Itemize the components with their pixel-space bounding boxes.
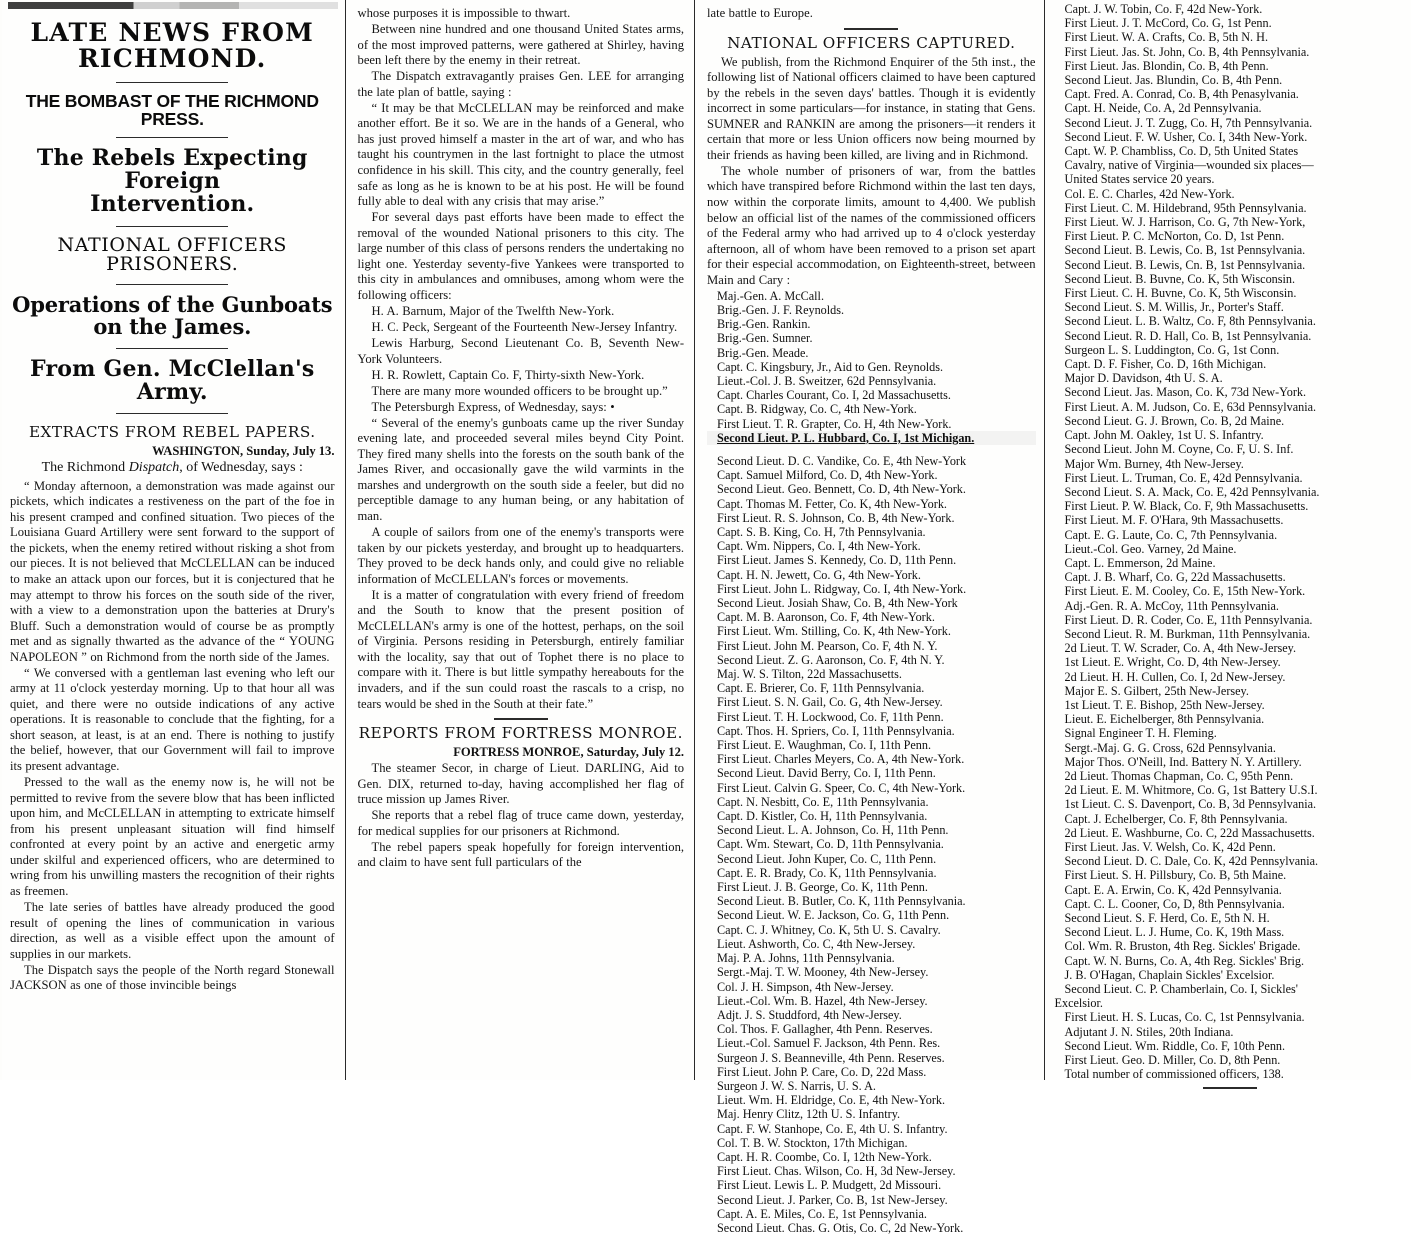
rule-divider — [116, 284, 228, 285]
officer-entry: Adj.-Gen. R. A. McCoy, 11th Pennsylvania. — [1064, 598, 1279, 613]
officer-entry: Second Lieut. W. E. Jackson, Co. G, 11th Penn. — [717, 908, 950, 923]
officer-entry: 2d Lieut. T. W. Scrader, Co. A, 4th New-Jersey. — [1064, 641, 1297, 656]
officer-entry: Capt. E. Brierer, Co. F, 11th Pennsylvania. — [717, 681, 925, 696]
officer-entry: Maj.-Gen. A. McCall. — [717, 288, 824, 303]
headline-third-line1: The Rebels Expecting Foreign — [36, 145, 308, 195]
rule-divider — [1203, 1087, 1257, 1089]
officer-entry: Lieut.-Col. Geo. Varney, 2d Maine. — [1064, 541, 1237, 556]
officer-entry: Second Lieut. B. Butler, Co. K, 11th Pennsylvania. — [717, 894, 966, 909]
officer-entry: Brig.-Gen. Sumner. — [717, 331, 813, 346]
officer-entry: Second Lieut. D. C. Vandike, Co. E, 4th New-York — [717, 453, 967, 468]
headline-fourth: NATIONAL OFFICERS PRISONERS. — [57, 233, 287, 276]
paragraph: The rebel papers speak hopefully for foreign intervention, and claim to have sent full particulars of the — [357, 839, 685, 870]
paragraph: “ We conversed with a gentleman last evening who left our army at 11 o'clock yesterday morning. Up to that hour all was quiet, and there were no outside indications of any active operations. It is reasonable to conclude that the fighting, for a short season, at least, is at an end. There is nothing to justify the belief, however, that our Government will fail to improve its present advantage. — [10, 665, 335, 774]
officer-entry: Col. J. H. Simpson, 4th New-Jersey. — [717, 979, 894, 994]
officer-entry-hanging: Excelsior. — [1054, 996, 1103, 1011]
officer-entry: Major Thos. O'Neill, Ind. Battery N. Y. Artillery. — [1064, 754, 1302, 769]
paragraph: There are many more wounded officers to be brought up.” — [371, 383, 668, 398]
paragraph: Pressed to the wall as the enemy now is, he will not be permitted to revive from the severe blow that has been inflicted upon him, and McCLELLAN in attempting to extricate himself from his present unpleasant situation will find himself confronted at every point by an active and energetic army under skilful and experienced officers, who are determined to wring from his unwilling masters the recognition of their rights as freemen. — [10, 775, 335, 898]
officer-entry: First Lieut. S. H. Pillsbury, Co. B, 5th Maine. — [1064, 868, 1287, 883]
total-officers-line: Total number of commissioned officers, 138. — [1064, 1067, 1284, 1082]
officer-entry: Second Lieut. Jas. Blundin, Co. B, 4th Penn. — [1064, 73, 1283, 88]
officer-entry: Lieut. E. Eichelberger, 8th Pennsylvania. — [1064, 712, 1265, 727]
officer-entry: Capt. E. G. Laute, Co. C, 7th Pennsylvania. — [1064, 527, 1278, 542]
officer-entry: First Lieut. John P. Care, Co. D, 22d Mass. — [717, 1064, 927, 1079]
lead-text-after: , of Wednesday, says : — [179, 459, 303, 475]
officer-entry: Capt. Wm. Nippers, Co. I, 4th New-York. — [717, 539, 921, 554]
officer-list-b — [707, 454, 1036, 1235]
officer-entry: Capt. D. F. Fisher, Co. D, 16th Michigan. — [1064, 357, 1267, 372]
officer-entry: 1st Lieut. E. Wright, Co. D, 4th New-Jersey. — [1064, 655, 1281, 670]
paragraph: “ It may be that McCLELLAN may be reinforced and make another effort. Be it so. We are in the hands of a General, who has just proved himself a master in the art of war, and who has taught his countrymen in the last fortnight to place the utmost confidence in his skill. This city, and the country generally, feel safe as long as he is known to be at his post. He will be found fully able to deal with any crisis that may arise.” — [357, 100, 685, 209]
officer-entry: Capt. Thomas M. Fetter, Co. K, 4th New-York. — [717, 496, 947, 511]
paragraph: “ Several of the enemy's gunboats came up the river Sunday evening late, and proceeded several miles beynd City Point. They fired many shells into the forests on the south bank of the James River, and occasionally gave the wild varmints in the marshes and undergrowth on the south side a feeler, but did no perceptible damage to any human being, or any habitation of man. — [357, 415, 685, 523]
officer-entry: Capt. Charles Courant, Co. I, 2d Massachusetts. — [717, 388, 951, 403]
officer-entry: Second Lieut. G. J. Brown, Co. B, 2d Maine. — [1064, 413, 1285, 428]
rule-divider — [116, 82, 228, 83]
officer-entry: First Lieut. J. B. George, Co. K, 11th Penn. — [717, 880, 928, 895]
officer-list-a — [707, 289, 1036, 431]
officer-entry: First Lieut. P. C. McNorton, Co. D, 1st Penn. — [1064, 229, 1285, 244]
officer-entry: Lieut. Ashworth, Co. C, 4th New-Jersey. — [717, 936, 916, 951]
officer-entry: Col. T. B. W. Stockton, 17th Michigan. — [717, 1135, 908, 1150]
officer-entry: First Lieut. J. T. McCord, Co. G, 1st Penn. — [1064, 16, 1272, 31]
officer-entry: First Lieut. John L. Ridgway, Co. I, 4th New-York. — [717, 581, 967, 596]
officer-entry: First Lieut. Lewis L. P. Mudgett, 2d Missouri. — [717, 1178, 942, 1193]
officer-entry: Adjt. J. S. Studdford, 4th New-Jersey. — [717, 1007, 902, 1022]
officer-entry: Capt. J. Echelberger, Co. F, 8th Pennsylvania. — [1064, 811, 1288, 826]
officer-entry: First Lieut. A. M. Judson, Co. E, 63d Pennsylvania. — [1064, 399, 1317, 414]
column-3 — [695, 0, 1045, 1235]
rule-divider — [116, 137, 228, 138]
officer-entry: Lieut.-Col. Samuel F. Jackson, 4th Penn. Res. — [717, 1036, 941, 1051]
officer-entry: H. R. Rowlett, Captain Co. F, Thirty-sixth New-York. — [371, 367, 645, 382]
officer-entry: 1st Lieut. C. S. Davenport, Co. B, 3d Pennsylvania. — [1064, 797, 1317, 812]
officer-entry: Surgeon J. W. S. Narris, U. S. A. — [717, 1078, 876, 1093]
officer-entry: Second Lieut. J. Parker, Co. B, 1st New-Jersey. — [717, 1192, 948, 1207]
paragraph: A couple of sailors from one of the enemy's transports were taken by our pickets yesterday, and brought up to headquarters. They proved to be deck hands only, and could give no reliable information of McCLELLAN's forces or movements. — [357, 525, 685, 586]
column-1 — [2, 0, 346, 1080]
officer-entry: Second Lieut. S. M. Willis, Jr., Porter's Staff. — [1064, 300, 1284, 315]
officer-entry: First Lieut. Chas. Wilson, Co. H, 3d New-Jersey. — [717, 1164, 956, 1179]
paragraph: For several days past efforts have been made to effect the removal of the wounded National prisoners to this city. The large number of this class of persons renders the undertaking no light one. Yesterday seventy-five Yankees were transported to this city in ambulances and omnibuses, among whom were the following officers: — [357, 210, 685, 302]
lead-paper-name: Dispatch — [128, 459, 180, 475]
officer-entry: Capt. E. A. Erwin, Co. K, 42d Pennsylvania. — [1064, 882, 1282, 897]
officer-entry: Second Lieut. John M. Coyne, Co. F, U. S. Inf. — [1064, 442, 1294, 457]
officer-entry: Capt. A. E. Miles, Co. E, 1st Pennsylvania. — [717, 1206, 927, 1221]
officer-entry: Surgeon L. S. Luddington, Co. G, 1st Conn. — [1064, 342, 1280, 357]
officer-entry: Second Lieut. Z. G. Aaronson, Co. F, 4th N. Y. — [717, 652, 945, 667]
officer-entry: First Lieut. W. J. Harrison, Co. G, 7th New-York, — [1064, 215, 1306, 230]
officer-entry: Maj. W. S. Tilton, 22d Massachusetts. — [717, 667, 902, 682]
paragraph: “ Monday afternoon, a demonstration was made against our pickets, which indicates a restiveness on the part of the foe in his present cramped and confined situation. Two pieces of the Louisiana Guard Artillery were sent forward to the support of the pickets, when the enemy retired without risking a shot from our pieces. It is not believed that McCLELLAN can be induced to make an attack upon our forces, but it is conjectured that he may attempt to throw his forces on the south side of the river, with a view to a demonstration upon the batteries at Drury's Bluff. Such a demonstration would of course be as promptly met and as signally thwarted as the advance of the “ YOUNG NAPOLEON ” on Richmond from the north side of the James. — [10, 478, 335, 664]
officer-entry: Capt. Samuel Milford, Co. D, 4th New-York. — [717, 468, 938, 483]
officer-entry: First Lieut. S. N. Gail, Co. G, 4th New-Jersey. — [717, 695, 943, 710]
officer-entry: Major D. Davidson, 4th U. S. A. — [1064, 371, 1223, 386]
officer-entry: First Lieut. Calvin G. Speer, Co. C, 4th New-York. — [717, 780, 966, 795]
officer-entry: 2d Lieut. H. H. Cullen, Co. I, 2d New-Jersey. — [1064, 669, 1286, 684]
officer-entry: First Lieut. Jas. Blondin, Co. B, 4th Penn. — [1064, 58, 1269, 73]
officer-entry: First Lieut. M. F. O'Hara, 9th Massachusetts. — [1064, 513, 1284, 528]
officer-entry: Capt. S. B. King, Co. H, 7th Pennsylvania. — [717, 525, 926, 539]
officer-entry: Cavalry, native of Virginia—wounded six places— — [1064, 158, 1314, 173]
lead-attribution — [10, 460, 335, 476]
officer-entry: Maj. Henry Clitz, 12th U. S. Infantry. — [717, 1107, 901, 1122]
officer-entry: Major E. S. Gilbert, 25th New-Jersey. — [1064, 683, 1249, 698]
officer-entry: Col. Wm. R. Bruston, 4th Reg. Sickles' Brigade. — [1064, 939, 1301, 954]
section-head-extracts: EXTRACTS FROM REBEL PAPERS. — [28, 422, 316, 441]
officer-entry: Sergt.-Maj. T. W. Mooney, 4th New-Jersey. — [717, 965, 929, 980]
headline-fifth-line2: on the James. — [93, 314, 252, 340]
officer-entry: Capt. F. W. Stanhope, Co. E, 4th U. S. Infantry. — [717, 1121, 948, 1136]
paragraph: It is a matter of congratulation with every friend of freedom and the South to know that the present position of McCLELLAN's army is one of the hottest, perhaps, on the soil of Virginia. Persons residing in Petersburgh, entirely familiar with the locality, say that out of Tophet there is no place to compare with it. There is but little sympathy hereabouts for the invaders, and if the sun could roast the rascals to a crisp, no tears would be shed in the South at their fate.” — [357, 587, 685, 711]
officer-entry: Second Lieut. B. Buvne, Co. K, 5th Wisconsin. — [1064, 271, 1296, 286]
continuation-line: late battle to Europe. — [707, 6, 813, 20]
officer-entry: Capt. Thos. H. Spriers, Co. I, 11th Pennsylvania. — [717, 723, 955, 738]
paragraph: Between nine hundred and one thousand United States arms, of the most improved patterns, were gathered at Shirley, having been left there by the enemy in their retreat. — [357, 22, 685, 68]
officer-entry: Capt. Wm. Stewart, Co. D, 11th Pennsylvania. — [717, 837, 944, 852]
officer-entry: Capt. M. B. Aaronson, Co. F, 4th New-York. — [717, 610, 935, 625]
paragraph: The Dispatch says the people of the North regard Stonewall JACKSON as one of those invincible beings — [10, 962, 335, 993]
officer-entry: Surgeon J. S. Beanneville, 4th Penn. Reserves. — [717, 1050, 945, 1065]
officer-entry: Adjutant J. N. Stiles, 20th Indiana. — [1064, 1024, 1234, 1039]
officer-entry: Lieut. Wm. H. Eldridge, Co. E, 4th New-York. — [717, 1093, 946, 1108]
lead-text-before: The Richmond — [41, 459, 129, 475]
headline-primary: LATE NEWS FROM RICHMOND. — [30, 18, 314, 74]
officer-entry: Capt. H. Neide, Co. A, 2d Pennsylvania. — [1064, 101, 1262, 116]
officer-entry: Brig.-Gen. Meade. — [717, 345, 809, 360]
list-gap — [707, 445, 1036, 454]
officer-entry: Second Lieut. F. W. Usher, Co. I, 34th New-York. — [1064, 129, 1308, 144]
officer-entry: Capt. L. Emmerson, 2d Maine. — [1064, 555, 1216, 570]
officer-entry: Capt. C. Kingsbury, Jr., Aid to Gen. Reynolds. — [717, 359, 944, 374]
officer-entry: First Lieut. P. W. Black, Co. F, 9th Massachusetts. — [1064, 499, 1309, 514]
officer-entry: Second Lieut. Geo. Bennett, Co. D, 4th New-York. — [717, 482, 966, 497]
officer-entry: Capt. H. R. Coombe, Co. I, 12th New-York. — [717, 1149, 932, 1164]
headline-fifth-line1: Operations of the Gunboats — [12, 292, 333, 318]
headline-secondary: THE BOMBAST OF THE RICHMOND PRESS. — [25, 90, 319, 129]
officer-entry: Capt. B. Ridgway, Co. C, 4th New-York. — [717, 402, 917, 417]
officer-entry: H. C. Peck, Sergeant of the Fourteenth New-Jersey Infantry. — [371, 319, 678, 334]
officer-entry: Second Lieut. John Kuper, Co. C, 11th Penn. — [717, 851, 937, 866]
officer-entry: Second Lieut. L. J. Hume, Co. K, 19th Mass. — [1064, 925, 1285, 940]
officer-entry: Second Lieut. B. Lewis, Co. B, 1st Pennsylvania. — [1064, 243, 1306, 258]
officer-entry: Capt. Fred. A. Conrad, Co. B, 4th Penasylvania. — [1064, 87, 1299, 102]
officer-entry: Col. Thos. F. Gallagher, 4th Penn. Reserves. — [717, 1022, 933, 1037]
officer-entry: Second Lieut. L. B. Waltz, Co. F, 8th Pennsylvania. — [1064, 314, 1316, 329]
officer-entry: Second Lieut. C. P. Chamberlain, Co. I, Sickles' — [1064, 982, 1298, 997]
officer-entry: Second Lieut. D. C. Dale, Co. K, 42d Pennsylvania. — [1064, 854, 1319, 869]
rule-divider — [844, 28, 898, 30]
officer-entry: Major Wm. Burney, 4th New-Jersey. — [1064, 456, 1244, 471]
officer-entry: First Lieut. E. M. Cooley, Co. E, 15th New-York. — [1064, 584, 1306, 599]
officer-entry: Second Lieut. Jas. Mason, Co. K, 73d New-York. — [1064, 385, 1307, 400]
officer-list-c — [1055, 2, 1405, 996]
officer-entry: Capt. J. B. Wharf, Co. G, 22d Massachusetts. — [1064, 570, 1286, 585]
officer-entry: Capt. D. Kistler, Co. H, 11th Pennsylvania. — [717, 809, 928, 824]
officer-entry: First Lieut. W. A. Crafts, Co. B, 5th N. H. — [1064, 30, 1269, 45]
paragraph: The Petersburgh Express, of Wednesday, says: • — [371, 399, 615, 414]
officer-entry: Second Lieut. R. M. Burkman, 11th Pennsylvania. — [1064, 626, 1311, 641]
officer-entry: 1st Lieut. T. E. Bishop, 25th New-Jersey. — [1064, 697, 1265, 712]
paragraph: She reports that a rebel flag of truce came down, yesterday, for medical supplies for our prisoners at Richmond. — [357, 808, 685, 838]
section-head-fortress-monroe: REPORTS FROM FORTRESS MONROE. — [358, 724, 683, 743]
paragraph: We publish, from the Richmond Enquirer of the 5th inst., the following list of National officers claimed to have been captured by the rebels in the seven days' battles. Though it is evidently incorrect in some particulars—for instance, in stating that Gens. SUMNER and RANKIN are among the prisoners—it renders it certain that more or less Union officers now being mourned by their friends as having been killed, are living and in Richmond. — [707, 54, 1036, 162]
officer-entry: First Lieut. Charles Meyers, Co. A, 4th New-York. — [717, 752, 965, 767]
continuation-line: whose purposes it is impossible to thwart. — [357, 6, 571, 20]
column-4 — [1045, 0, 1411, 1080]
officer-entry: Maj. P. A. Johns, 11th Pennsylvania. — [717, 951, 895, 966]
rule-divider — [116, 226, 228, 227]
officer-entry: First Lieut. D. R. Coder, Co. E, 11th Pennsylvania. — [1064, 612, 1313, 627]
officer-entry: First Lieut. Wm. Stilling, Co. K, 4th New-York. — [717, 624, 951, 639]
officer-entry: First Lieut. Jas. V. Welsh, Co. K, 42d Penn. — [1064, 839, 1276, 854]
officer-entry: First Lieut. L. Truman, Co. E, 42d Pennsylvania. — [1064, 470, 1303, 485]
officer-entry: H. A. Barnum, Major of the Twelfth New-York. — [371, 303, 615, 318]
officer-entry: First Lieut. E. Waughman, Co. I, 11th Penn. — [717, 738, 932, 753]
officer-entry: Second Lieut. Josiah Shaw, Co. B, 4th New-York — [717, 596, 958, 611]
officer-entry: Second Lieut. S. F. Herd, Co. E, 5th N. H. — [1064, 911, 1270, 925]
officer-entry: Capt. W. N. Burns, Co. A, 4th Reg. Sickles' Brig. — [1064, 953, 1305, 968]
officer-entry: Second Lieut. L. A. Johnson, Co. H, 11th Penn. — [717, 823, 949, 838]
officer-entry: Capt. John M. Oakley, 1st U. S. Infantry. — [1064, 428, 1264, 443]
officer-entry: Second Lieut. David Berry, Co. I, 11th Penn. — [717, 766, 936, 781]
officer-entry: Second Lieut. B. Lewis, Cn. B, 1st Pennsylvania. — [1064, 257, 1306, 272]
officer-entry: Sergt.-Maj. G. G. Cross, 62d Pennsylvania. — [1064, 740, 1276, 755]
rule-divider — [116, 413, 228, 414]
scan-artifact-top — [8, 2, 338, 9]
officer-entry: Capt. W. P. Chambliss, Co. D, 5th United States — [1064, 144, 1299, 159]
paragraph: The Dispatch extravagantly praises Gen. LEE for arranging the late plan of battle, saying : — [357, 69, 685, 99]
officer-entry: Capt. H. N. Jewett, Co. G, 4th New-York. — [717, 567, 921, 582]
officer-list-tail — [1055, 1010, 1405, 1067]
officer-entry: Second Lieut. R. D. Hall, Co. B, 1st Pennsylvania. — [1064, 328, 1312, 343]
officer-entry: Brig.-Gen. Rankin. — [717, 317, 811, 332]
officer-entry: First Lieut. R. S. Johnson, Co. B, 4th New-York. — [717, 510, 955, 525]
officer-entry: Lewis Harburg, Second Lieutenant Co. B, Seventh New-York Volunteers. — [357, 335, 685, 366]
officer-entry: Second Lieut. Chas. G. Otis, Co. C, 2d New-York. — [717, 1220, 964, 1235]
officer-entry-highlighted: Second Lieut. P. L. Hubbard, Co. I, 1st Michigan. — [707, 431, 1036, 445]
officer-entry: Brig.-Gen. J. F. Reynolds. — [717, 302, 845, 317]
officer-entry: Capt. N. Nesbitt, Co. E, 11th Pennsylvania. — [717, 794, 929, 809]
column-2 — [346, 0, 696, 1080]
officer-entry: 2d Lieut. Thomas Chapman, Co. C, 95th Penn. — [1064, 768, 1294, 783]
dateline-fortress-monroe: FORTRESS MONROE, Saturday, July 12. — [453, 745, 685, 760]
headline-third-line2: Intervention. — [90, 191, 255, 218]
officer-entry: Capt. C. J. Whitney, Co. K, 5th U. S. Cavalry. — [717, 922, 941, 937]
paragraph: The steamer Secor, in charge of Lieut. DARLING, Aid to Gen. DIX, returned to-day, having accomplished her flag of truce mission up James River. — [357, 761, 685, 807]
officer-entry: J. B. O'Hagan, Chaplain Sickles' Excelsior. — [1064, 967, 1275, 982]
officer-entry: First Lieut. H. S. Lucas, Co. C, 1st Pennsylvania. — [1064, 1010, 1305, 1025]
dateline-washington: WASHINGTON, Sunday, July 13. — [152, 443, 335, 458]
officer-entry: 2d Lieut. E. M. Whitmore, Co. G, 1st Battery U.S.I. — [1064, 783, 1318, 798]
officer-entry: Lieut.-Col. Wm. B. Hazel, 4th New-Jersey. — [717, 993, 928, 1008]
officer-entry: Second Lieut. J. T. Zugg, Co. H, 7th Pennsylvania. — [1064, 115, 1313, 130]
paragraph: The late series of battles have already produced the good result of opening the lines of communication in various direction, as well as a visible effect upon the amount of supplies in our markets. — [10, 899, 335, 961]
officer-entry: First Lieut. T. R. Grapter, Co. H, 4th New-York. — [717, 416, 952, 431]
officer-entry: Capt. J. W. Tobin, Co. F, 42d New-York. — [1064, 2, 1263, 16]
officer-entry: Capt. C. L. Cooner, Co, D, 8th Pennsylvania. — [1064, 896, 1285, 911]
headline-sixth: From Gen. McClellan's Army. — [30, 355, 315, 405]
officer-entry: Second Lieut. S. A. Mack, Co. E, 42d Pennsylvania. — [1064, 484, 1320, 499]
officer-entry: First Lieut. C. H. Buvne, Co. K, 5th Wisconsin. — [1064, 286, 1297, 301]
officer-entry: Col. E. C. Charles, 42d New-York. — [1064, 186, 1235, 201]
officer-entry: Second Lieut. Wm. Riddle, Co. F, 10th Penn. — [1064, 1038, 1286, 1053]
officer-entry: First Lieut. John M. Pearson, Co. F, 4th N. Y. — [717, 638, 938, 653]
officer-entry: Capt. E. R. Brady, Co. K, 11th Pennsylvania. — [717, 865, 937, 880]
officer-entry: First Lieut. Geo. D. Miller, Co. D, 8th Penn. — [1064, 1053, 1281, 1068]
officer-entry: First Lieut. Jas. St. John, Co. B, 4th Pennsylvania. — [1064, 44, 1310, 59]
officer-entry: Signal Engineer T. H. Fleming. — [1064, 726, 1217, 741]
officer-entry: First Lieut. C. M. Hildebrand, 95th Pennsylvania. — [1064, 200, 1307, 215]
section-head-officers-captured: NATIONAL OFFICERS CAPTURED. — [727, 33, 1016, 52]
rule-divider — [494, 718, 548, 720]
officer-entry: 2d Lieut. E. Washburne, Co. C, 22d Massachusetts. — [1064, 825, 1315, 840]
paragraph: The whole number of prisoners of war, from the battles which have transpired before Richmond within the last ten days, now within the corporate limits, amount to 4,400. We publish below an official list of the names of the commissioned officers of the Federal army who had arrived up to 4 o'clock yesterday afternoon, all of whom have been removed to a prison set apart for their especial accommodation, on Eighteenth-street, between Main and Cary : — [707, 163, 1036, 287]
officer-entry: First Lieut. T. H. Lockwood, Co. F, 11th Penn. — [717, 709, 944, 724]
officer-entry: United States service 20 years. — [1064, 172, 1215, 187]
officer-entry: Lieut.-Col. J. B. Sweitzer, 62d Pennsylvania. — [717, 373, 937, 388]
officer-entry: First Lieut. James S. Kennedy, Co. D, 11th Penn. — [717, 553, 957, 568]
rule-divider — [116, 348, 228, 349]
